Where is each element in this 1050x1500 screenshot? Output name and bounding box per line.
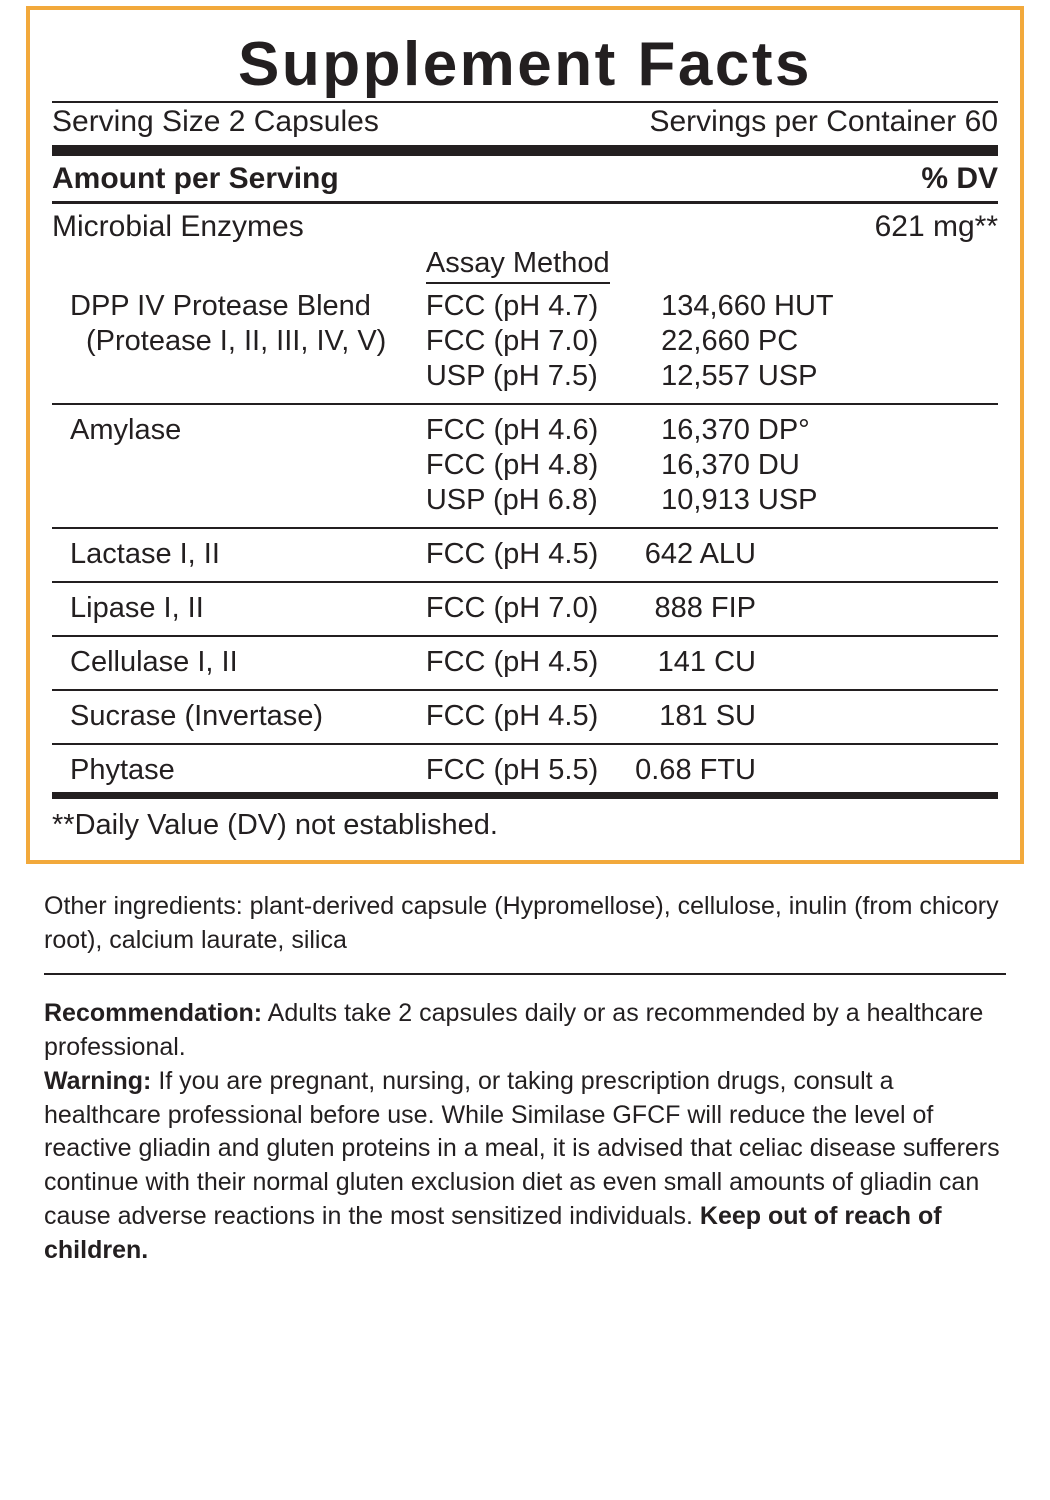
row-assay: FCC (pH 5.5)	[425, 753, 599, 786]
row-assay: FCC (pH 7.0)	[425, 591, 599, 624]
row-separator	[52, 398, 998, 409]
row-assay: FCC (pH 4.6)	[425, 413, 599, 446]
row-name-spacer	[52, 359, 426, 398]
assay-method-header: Assay Method	[426, 247, 610, 284]
microbial-enzymes-label: Microbial Enzymes	[52, 209, 304, 243]
row-name: Phytase	[70, 753, 175, 786]
table-row	[52, 359, 998, 398]
row-assay: FCC (pH 4.7)	[425, 289, 599, 322]
table-bottom-divider	[52, 792, 998, 799]
row-name-spacer	[52, 448, 426, 483]
section-divider	[44, 973, 1006, 975]
servings-per-container-label: Servings per Container 60	[649, 104, 998, 138]
table-row	[52, 285, 998, 324]
page-title: Supplement Facts	[238, 30, 812, 99]
enzyme-table	[52, 246, 998, 792]
row-assay: FCC (pH 4.8)	[425, 448, 599, 481]
row-name: Cellulase I, II	[70, 645, 238, 678]
recommendation-block	[44, 997, 1006, 1065]
assay-header-spacer	[52, 246, 426, 285]
table-row	[52, 641, 998, 684]
daily-value-footnote: **Daily Value (DV) not established.	[52, 808, 498, 841]
row-assay: USP (pH 6.8)	[425, 483, 598, 516]
row-value: 10,913 USP	[661, 483, 818, 516]
row-value: 16,370 DU	[661, 448, 800, 481]
row-assay: FCC (pH 7.0)	[425, 324, 599, 357]
amount-per-serving-row	[52, 156, 998, 201]
table-row	[52, 483, 998, 522]
row-value: 888 FIP	[654, 591, 756, 624]
daily-value-header: % DV	[921, 161, 998, 195]
row-separator	[52, 576, 998, 587]
row-name-continued: (Protease I, II, III, IV, V)	[86, 324, 387, 357]
table-row	[52, 587, 998, 630]
table-row	[52, 409, 998, 448]
row-name-spacer	[52, 483, 426, 522]
serving-info-row	[52, 103, 998, 145]
row-name: Lactase I, II	[70, 537, 220, 570]
table-row	[52, 695, 998, 738]
warning-block	[44, 1065, 1006, 1268]
row-value: 642 ALU	[644, 537, 756, 570]
recommendation-text: Adults take 2 capsules daily or as recommended by a healthcare professional.	[44, 999, 984, 1062]
row-name: DPP IV Protease Blend	[70, 289, 371, 322]
lower-text-section	[44, 890, 1006, 1268]
row-value: 0.68 FTU	[635, 753, 756, 786]
row-value: 16,370 DP°	[661, 413, 810, 446]
amount-per-serving-label: Amount per Serving	[52, 161, 339, 195]
assay-method-header-row	[52, 246, 998, 285]
keep-out-of-reach-text: Keep out of reach of children.	[44, 1201, 942, 1264]
table-row	[52, 324, 998, 359]
supplement-facts-panel	[26, 6, 1024, 864]
warning-label: Warning:	[44, 1066, 152, 1095]
row-assay: USP (pH 7.5)	[425, 359, 598, 392]
table-row	[52, 749, 998, 792]
serving-size-label: Serving Size 2 Capsules	[52, 104, 379, 138]
table-row	[52, 448, 998, 483]
row-separator	[52, 522, 998, 533]
warning-text: If you are pregnant, nursing, or taking prescription drugs, consult a healthcare professional before use. While Similase GFCF will reduce the level of reactive gliadin and gluten proteins in a meal, it is advised that celiac disease sufferers continue with their normal gluten exclusion diet as even small amounts of gliadin can cause adverse reactions in the most sensitized individuals.	[44, 1066, 1000, 1230]
row-separator	[52, 630, 998, 641]
header-divider-thick	[52, 145, 998, 156]
row-separator	[52, 738, 998, 749]
row-separator	[52, 684, 998, 695]
microbial-enzymes-row	[52, 204, 998, 246]
other-ingredients: Other ingredients: plant-derived capsule (Hypromellose), cellulose, inulin (from chicory root), calcium laurate, silica	[44, 891, 999, 954]
row-value: 134,660 HUT	[661, 289, 834, 322]
row-assay: FCC (pH 4.5)	[425, 645, 599, 678]
table-row	[52, 533, 998, 576]
row-name: Sucrase (Invertase)	[70, 699, 324, 732]
row-name: Amylase	[70, 413, 182, 446]
row-name: Lipase I, II	[70, 591, 204, 624]
row-value: 12,557 USP	[661, 359, 818, 392]
microbial-enzymes-amount: 621 mg**	[874, 209, 998, 243]
row-value: 141 CU	[657, 645, 756, 678]
assay-method-header-cell	[426, 246, 998, 285]
row-value: 181 SU	[659, 699, 756, 732]
row-value: 22,660 PC	[661, 324, 799, 357]
row-assay: FCC (pH 4.5)	[425, 537, 599, 570]
row-assay: FCC (pH 4.5)	[425, 699, 599, 732]
recommendation-label: Recommendation:	[44, 999, 263, 1028]
